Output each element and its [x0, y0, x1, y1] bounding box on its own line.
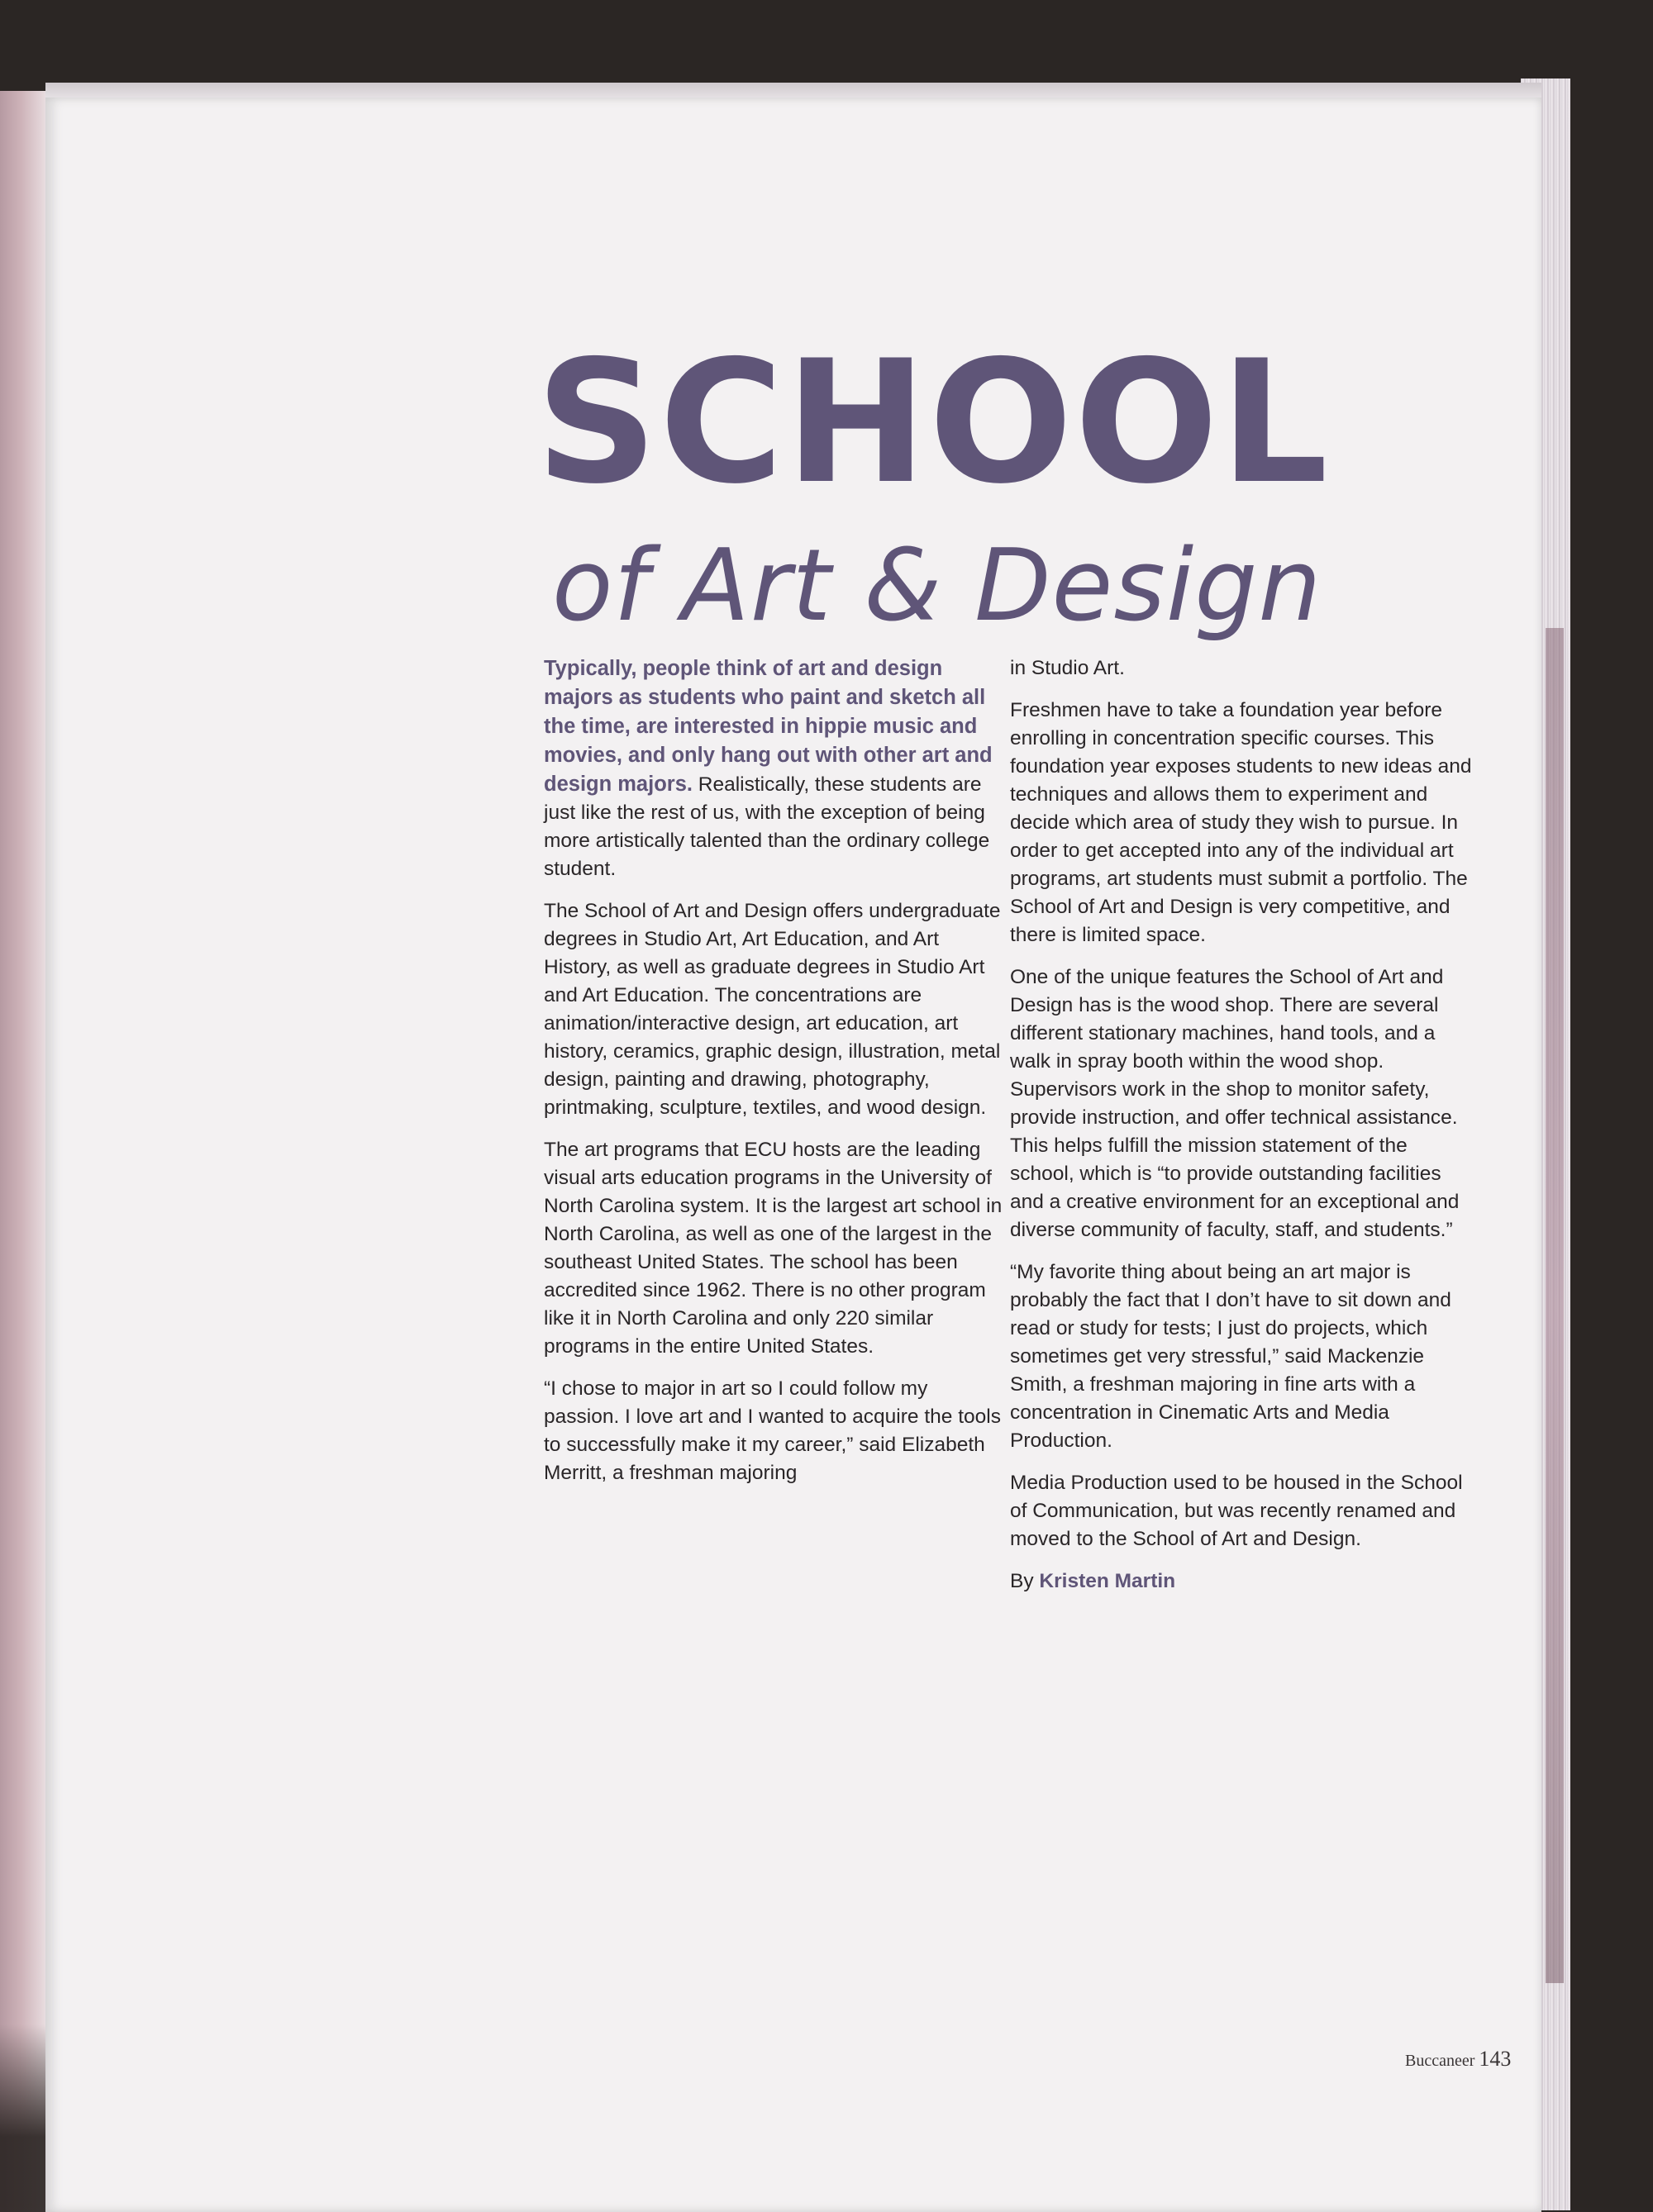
publication-name: Buccaneer: [1405, 2052, 1475, 2070]
headline-subtitle: of Art & Design: [552, 529, 1322, 644]
lead-continuation: Realistically, these students are just like the rest of us, with the exception of being more artistically talented than the ordinary college student.: [544, 773, 990, 880]
page-number: 143: [1479, 2047, 1512, 2071]
body-paragraph: Media Production used to be housed in the School of Communication, but was recently renamed and moved to the School of Art and Design.: [1010, 1472, 1463, 1550]
article-column-left: [544, 654, 1007, 1501]
facing-page-edge: [0, 91, 51, 2212]
body-paragraph: The art programs that ECU hosts are the leading visual arts education programs in the University of North Carolina system. It is the largest art school in North Carolina, as well as one of the largest in the southeast United States. The school has been accredited since 1962. There is no other program like it in North Carolina and only 220 similar programs in the entire United States.: [544, 1139, 1003, 1358]
byline: [1010, 1567, 1473, 1596]
body-paragraph: The School of Art and Design offers undergraduate degrees in Studio Art, Art Education, and Art History, as well as graduate degrees in Studio Art and Art Education. The concentrations are animation/interactive design, art education, art history, ceramics, graphic design, illustration, metal design, painting and drawing, photography, printmaking, sculpture, textiles, and wood design.: [544, 900, 1001, 1119]
page-folio: [1405, 2048, 1519, 2072]
headline-title: SCHOOL: [536, 325, 1330, 521]
body-paragraph: “I chose to major in art so I could follow my passion. I love art and I wanted to acquire the tools to successfully make it my career,” said Elizabeth Merritt, a freshman majoring: [544, 1377, 1001, 1484]
body-paragraph: Freshmen have to take a foundation year before enrolling in concentration specific courses. This foundation year exposes students to new ideas and techniques and allows them to experiment and decide which area of study they wish to pursue. In order to get accepted into any of the individual art programs, art students must submit a portfolio. The School of Art and Design is very competitive, and there is limited space.: [1010, 699, 1472, 946]
lead-paragraph: [544, 654, 1007, 883]
body-paragraph: in Studio Art.: [1010, 657, 1125, 679]
article-column-right: [1010, 654, 1473, 1610]
byline-prefix: By: [1010, 1570, 1040, 1592]
body-paragraph: One of the unique features the School of Art and Design has is the wood shop. There are several different stationary machines, hand tools, and a walk in spray booth within the wood shop. Supervisors work in the shop to monitor safety, provide instruction, and offer technical assistance. This helps fulfill the mission statement of the school, which is “to provide outstanding facilities and a creative environment for an exceptional and diverse community of faculty, staff, and students.”: [1010, 966, 1460, 1241]
body-paragraph: “My favorite thing about being an art major is probably the fact that I don’t have to sit down and read or study for tests; I just do projects, which sometimes get very stressful,” said Mackenzie Smith, a freshman majoring in fine arts with a concentration in Cinematic Arts and Media Production.: [1010, 1261, 1451, 1452]
page-stack-tint: [1546, 628, 1564, 1983]
lead-text: Typically, people think of art and design majors as students who paint and sketch all the time, are interested in hippie music and movies, and only hang out with other art and design majors.: [544, 657, 993, 796]
byline-author: Kristen Martin: [1039, 1570, 1176, 1592]
